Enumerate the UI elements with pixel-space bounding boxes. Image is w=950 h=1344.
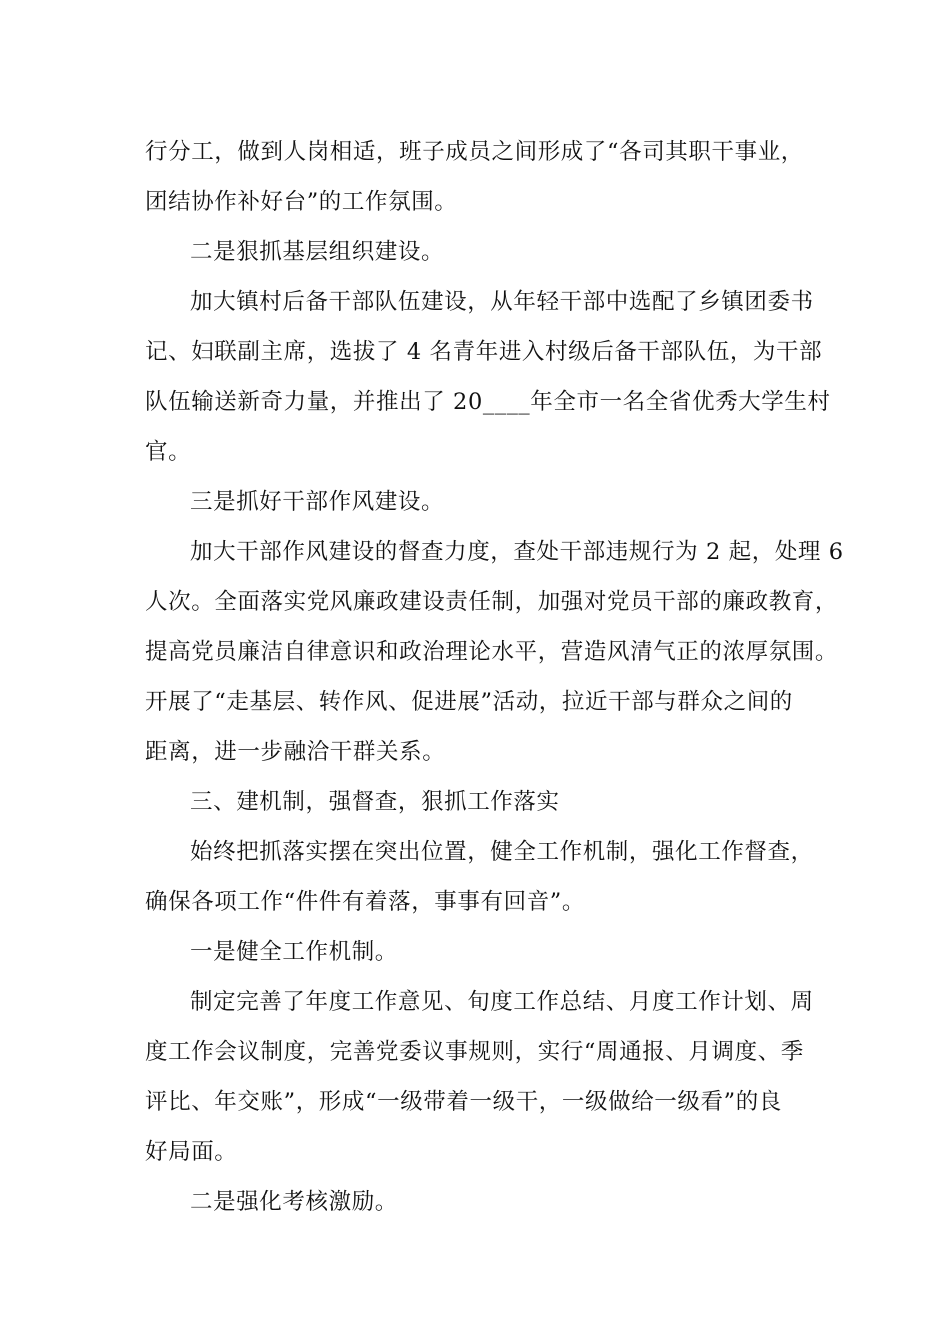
section-heading: 三是抓好干部作风建设。 <box>190 489 445 515</box>
text-line: 距离，进一步融洽干群关系。 <box>145 739 446 765</box>
text-line: 制定完善了年度工作意见、旬度工作总结、月度工作计划、周 <box>190 989 814 1015</box>
text-line: 开展了“走基层、转作风、促进展”活动，拉近干部与群众之间的 <box>145 689 793 715</box>
text-line: 度工作会议制度，完善党委议事规则，实行“周通报、月调度、季 <box>145 1039 804 1065</box>
section-heading: 三、建机制，强督查，狠抓工作落实 <box>190 789 560 815</box>
text-line: 官。 <box>145 439 192 465</box>
text-line: 确保各项工作“件件有着落，事事有回音”。 <box>145 889 586 915</box>
text-line: 队伍输送新奇力量，并推出了 20____年全市一名全省优秀大学生村 <box>145 389 831 415</box>
text-line: 提高党员廉洁自律意识和政治理论水平，营造风清气正的浓厚氛围。 <box>145 639 839 665</box>
section-heading: 二是狠抓基层组织建设。 <box>190 239 445 265</box>
text-line: 加大干部作风建设的督查力度，查处干部违规行为 2 起，处理 6 <box>190 539 844 565</box>
text-line: 始终把抓落实摆在突出位置，健全工作机制，强化工作督查， <box>190 839 814 865</box>
section-heading: 二是强化考核激励。 <box>190 1189 398 1215</box>
text-line: 行分工，做到人岗相适，班子成员之间形成了“各司其职干事业， <box>145 139 804 165</box>
text-line: 团结协作补好台”的工作氛围。 <box>145 189 458 215</box>
text-line: 评比、年交账”，形成“一级带着一级干，一级做给一级看”的良 <box>145 1089 782 1115</box>
text-line: 人次。全面落实党风廉政建设责任制，加强对党员干部的廉政教育， <box>145 589 839 615</box>
section-heading: 一是健全工作机制。 <box>190 939 398 965</box>
text-line: 好局面。 <box>145 1139 238 1165</box>
text-line: 加大镇村后备干部队伍建设，从年轻干部中选配了乡镇团委书 <box>190 289 814 315</box>
text-line: 记、妇联副主席，选拔了 4 名青年进入村级后备干部队伍，为干部 <box>145 339 823 365</box>
